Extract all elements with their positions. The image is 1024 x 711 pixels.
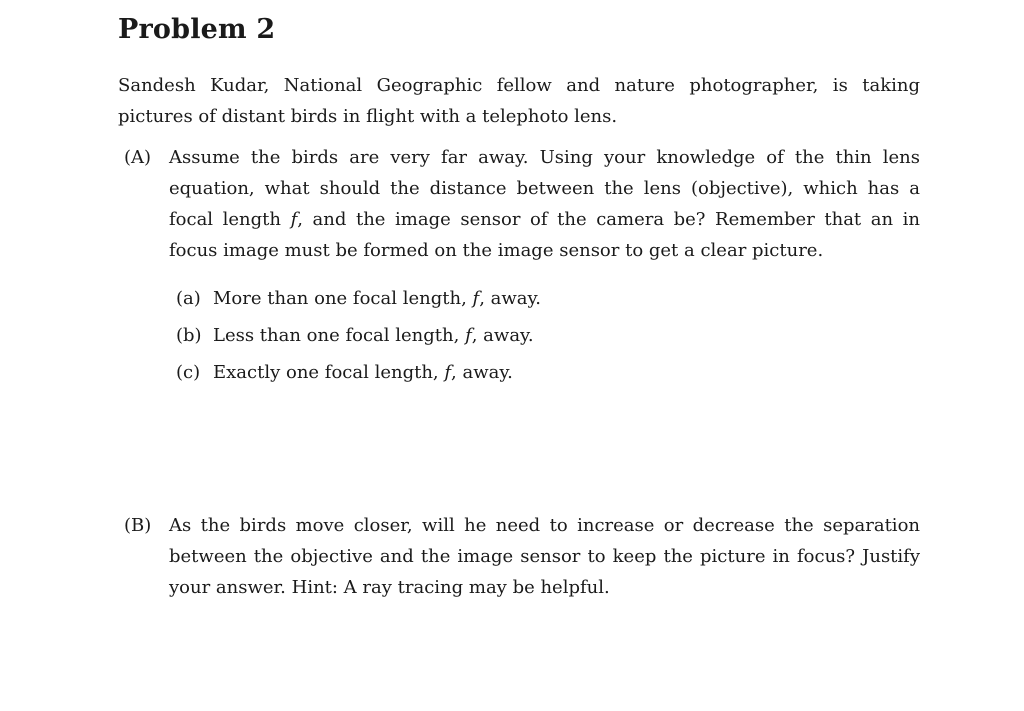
choice-c-label: (c) [176,362,201,383]
choice-b-tail: , away. [471,325,534,346]
choice-c-text: Exactly one focal length, [213,362,445,383]
part-a-label: (A) [124,147,152,168]
problem-title: Problem 2 [118,14,276,45]
focal-length-symbol: f [290,209,298,230]
choice-c-tail: , away. [451,362,513,383]
part-a-question [169,142,920,266]
choice-b-label: (b) [176,325,202,346]
choice-a-text: More than one focal length, [213,288,473,309]
answer-choices [176,283,541,394]
choice-c[interactable] [176,357,541,394]
part-a [124,142,920,266]
part-a-text-before: Assume the birds are very far away. Using your knowledge of the thin lens equation, what should the distance between the lens (objective), which has a focal length [169,147,920,230]
choice-c-symbol: f [444,362,452,383]
choice-b[interactable] [176,320,541,357]
part-b-question: As the birds move closer, will he need to increase or decrease the separation between the objective and the image sensor to keep the picture in focus? Justify your answer. Hint: A ray tracing may be helpful. [169,515,920,598]
part-a-text-after: , and the image sensor of the camera be? Remember that an in focus image must be formed on the image sensor to get a clear picture. [169,209,920,261]
choice-a[interactable] [176,283,541,320]
choice-a-tail: , away. [479,288,542,309]
part-b [124,510,920,603]
problem-intro: Sandesh Kudar, National Geographic fellow and nature photographer, is taking pictures of distant birds in flight with a telephoto lens. [118,75,920,127]
choice-a-label: (a) [176,288,201,309]
choice-a-symbol: f [472,288,480,309]
part-b-label: (B) [124,515,152,536]
choice-b-symbol: f [465,325,472,346]
choice-b-text: Less than one focal length, [213,325,466,346]
